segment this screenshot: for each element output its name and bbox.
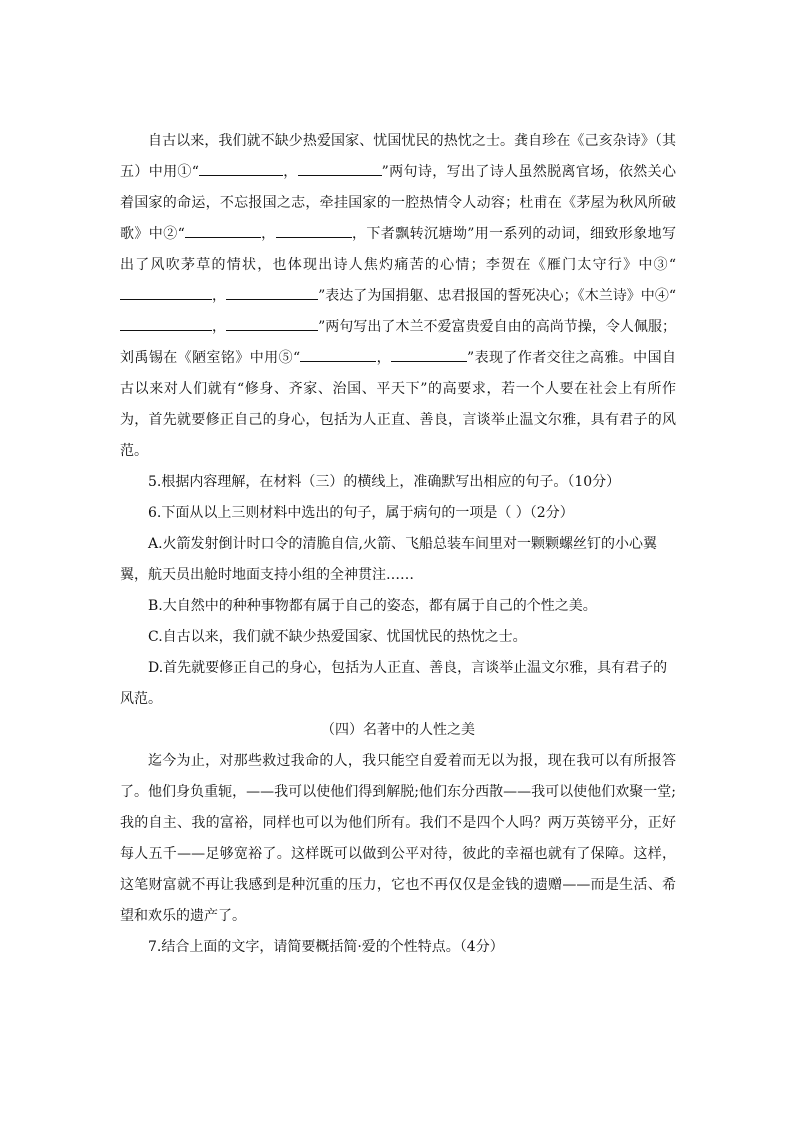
option-b[interactable]: B.大自然中的种种事物都有属于自己的姿态，都有属于自己的个性之美。 — [148, 598, 597, 614]
fill-blank-2a[interactable] — [185, 221, 261, 238]
section-4-title: （四）名著中的人性之美 — [321, 722, 475, 738]
material-3-paragraph — [120, 126, 676, 467]
novel-passage: 迄今为止，对那些救过我命的人，我只能空自爱着而无以为报，现在我可以有所报答了。他们身负重轭，——我可以使他们得到解脱;他们东分西散——我可以使他们欢聚一堂;我的自主、我的富裕，同样也可以为他们所有。我们不是四个人吗？两万英镑平分，正好每人五千——足够宽裕了。这样既可以做到公平对待，彼此的幸福也就有了保障。这样，这笔财富就不再让我感到是种沉重的压力，它也不再仅仅是金钱的遗赠——而是生活、希望和欢乐的遗产了。 — [120, 753, 676, 924]
text-segment: ”两句写出了木兰不爱富贵爱自由的高尚节操，令人佩服；刘禹锡在《陋室铭》中用⑤“ — [120, 319, 676, 366]
text-segment: ， — [260, 226, 276, 242]
text-segment: ”表现了作者交往之高雅。中国自古以来对人们就有“修身、齐家、治国、平天下”的高要求，若一个人要在社会上有所作为，首先就要修正自己的身心，包括为人正直、善良，言谈举止温文尔雅，具有君子的风范。 — [120, 350, 676, 459]
text-segment: ， — [282, 164, 298, 180]
option-a[interactable]: A.火箭发射倒计时口令的清脆自信,火箭、飞船总装车间里对一颗颗螺丝钉的小心翼翼，航天员出舱时地面支持小组的全神贯注…… — [120, 536, 658, 583]
option-c[interactable]: C.自古以来，我们就不缺少热爱国家、忧国忧民的热忱之士。 — [148, 629, 527, 645]
text-segment: 自古以来，我们就不缺少热爱国家、忧国忧民的热忱之士。龚自珍在《己亥杂诗》（其五）中用①“ — [120, 133, 676, 180]
fill-blank-4a[interactable] — [120, 314, 212, 331]
question-6: 6.下面从以上三则材料中选出的句子，属于病句的一项是（ ）（2分） — [148, 505, 574, 521]
exam-page — [120, 126, 676, 963]
fill-blank-3b[interactable] — [226, 283, 318, 300]
question-7: 7.结合上面的文字，请简要概括简·爱的个性特点。（4分） — [148, 939, 504, 955]
fill-blank-5a[interactable] — [300, 345, 376, 362]
question-5: 5.根据内容理解，在材料（三）的横线上，准确默写出相应的句子。（10分） — [148, 474, 621, 490]
fill-blank-4b[interactable] — [226, 314, 318, 331]
text-segment: ”两句诗，写出了诗人虽然脱离官场，依然关心着国家的命运，不忘报国之志，牵挂国家的一腔热情令人动容；杜甫在《茅屋为秋风所破歌》中②“ — [120, 164, 676, 242]
text-segment: ， — [212, 288, 227, 304]
option-d[interactable]: D.首先就要修正自己的身心，包括为人正直、善良，言谈举止温文尔雅，具有君子的风范。 — [120, 660, 668, 707]
text-segment: ， — [376, 350, 391, 366]
fill-blank-3a[interactable] — [120, 283, 212, 300]
fill-blank-1b[interactable] — [298, 159, 382, 176]
text-segment: ，下者飘转沉塘坳”用一系列的动词，细致形象地写出了风吹茅草的情状，也体现出诗人焦灼痛苦的心情；李贺在《雁门太守行》中③“ — [120, 226, 677, 273]
text-segment: ， — [212, 319, 227, 335]
fill-blank-1a[interactable] — [199, 159, 283, 176]
text-segment: ”表达了为国捐躯、忠君报国的誓死决心；《木兰诗》中④“ — [318, 288, 676, 304]
fill-blank-2b[interactable] — [276, 221, 352, 238]
fill-blank-5b[interactable] — [391, 345, 467, 362]
